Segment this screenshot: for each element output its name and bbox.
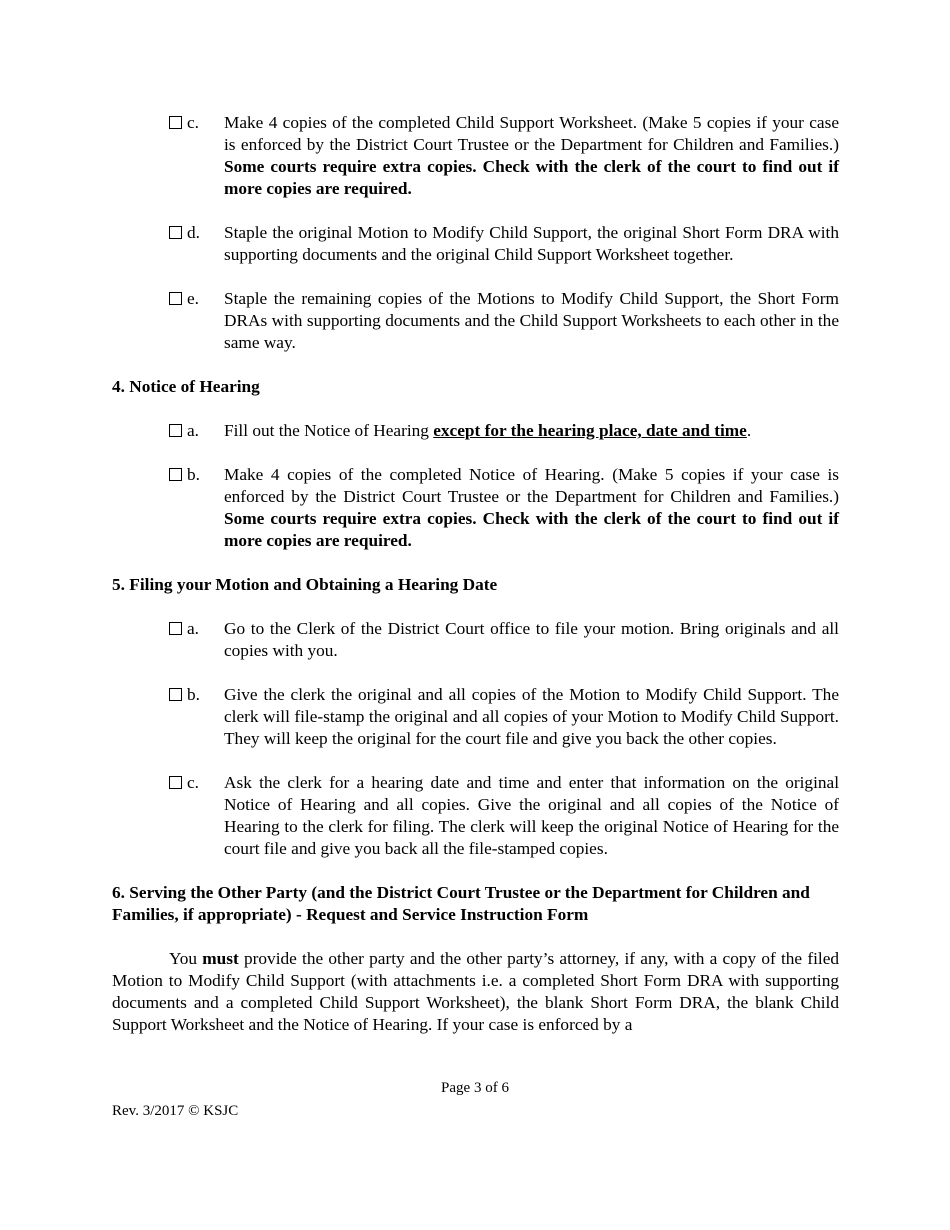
item-text: Go to the Clerk of the District Court office to file your motion. Bring originals and all copies with you. xyxy=(224,619,839,660)
checkbox[interactable] xyxy=(169,116,182,129)
checkbox[interactable] xyxy=(169,688,182,701)
checklist-item-3e xyxy=(112,288,839,354)
checklist-item-3c xyxy=(112,112,839,200)
section-heading-5: 5. Filing your Motion and Obtaining a Hearing Date xyxy=(112,575,498,594)
item-bold-text: Some courts require extra copies. Check with the clerk of the court to find out if more copies are required. xyxy=(224,157,839,198)
checkbox[interactable] xyxy=(169,226,182,239)
checkbox[interactable] xyxy=(169,622,182,635)
section-heading-4: 4. Notice of Hearing xyxy=(112,377,260,396)
item-text: Fill out the Notice of Hearing xyxy=(224,421,434,440)
checkbox[interactable] xyxy=(169,424,182,437)
emphasis-must: must xyxy=(202,949,239,968)
checklist-item-4b xyxy=(112,464,839,552)
item-letter: c. xyxy=(187,773,199,792)
item-letter: c. xyxy=(187,113,199,132)
item-text: Staple the original Motion to Modify Child Support, the original Short Form DRA with supporting documents and the original Child Support Worksheet together. xyxy=(224,223,839,264)
checklist-item-4a xyxy=(112,420,839,442)
checklist-item-3d xyxy=(112,222,839,266)
item-text: Make 4 copies of the completed Child Support Worksheet. (Make 5 copies if your case is enforced by the District Court Trustee or the Department for Children and Families.) xyxy=(224,113,839,154)
checklist-item-5c xyxy=(112,772,839,860)
item-letter: d. xyxy=(187,223,200,242)
item-letter: b. xyxy=(187,465,200,484)
section-6-paragraph: You must provide the other party and the other party’s attorney, if any, with a copy of the filed Motion to Modify Child Support (with attachments i.e. a completed Short Form DRA with supporting documents and a completed Child Support Worksheet), the blank Short Form DRA, the blank Child Support Worksheet and the Notice of Hearing. If your case is enforced by a xyxy=(112,949,839,1034)
item-bold-text: Some courts require extra copies. Check with the clerk of the court to find out if more copies are required. xyxy=(224,509,839,550)
item-letter: a. xyxy=(187,421,199,440)
checkbox[interactable] xyxy=(169,292,182,305)
section-heading-6: 6. Serving the Other Party (and the District Court Trustee or the Department for Children and Families, if appropriate) - Request and Service Instruction Form xyxy=(112,883,810,924)
item-text-end: . xyxy=(746,421,752,440)
item-letter: e. xyxy=(187,289,199,308)
item-text: Staple the remaining copies of the Motions to Modify Child Support, the Short Form DRAs with supporting documents and the Child Support Worksheets to each other in the same way. xyxy=(224,289,839,352)
revision-note: Rev. 3/2017 © KSJC xyxy=(112,1103,239,1119)
checklist-item-5b xyxy=(112,684,839,750)
item-letter: a. xyxy=(187,619,199,638)
item-text: Give the clerk the original and all copies of the Motion to Modify Child Support. The clerk will file-stamp the original and all copies of your Motion to Modify Child Support. They will keep the original for the court file and give you back the other copies. xyxy=(224,685,839,748)
page-number: Page 3 of 6 xyxy=(441,1080,509,1096)
item-underlined-text: except for the hearing place, date and time xyxy=(433,421,747,440)
checkbox[interactable] xyxy=(169,776,182,789)
item-text: Make 4 copies of the completed Notice of Hearing. (Make 5 copies if your case is enforced by the District Court Trustee or the Department for Children and Families.) xyxy=(224,465,839,506)
item-letter: b. xyxy=(187,685,200,704)
item-text: Ask the clerk for a hearing date and time and enter that information on the original Notice of Hearing and all copies. Give the original and all copies of the Notice of Hearing to the clerk for filing. The clerk will keep the original Notice of Hearing for the court file and give you back all the file-stamped copies. xyxy=(224,773,839,858)
document-page xyxy=(112,112,839,1036)
checkbox[interactable] xyxy=(169,468,182,481)
checklist-item-5a xyxy=(112,618,839,662)
